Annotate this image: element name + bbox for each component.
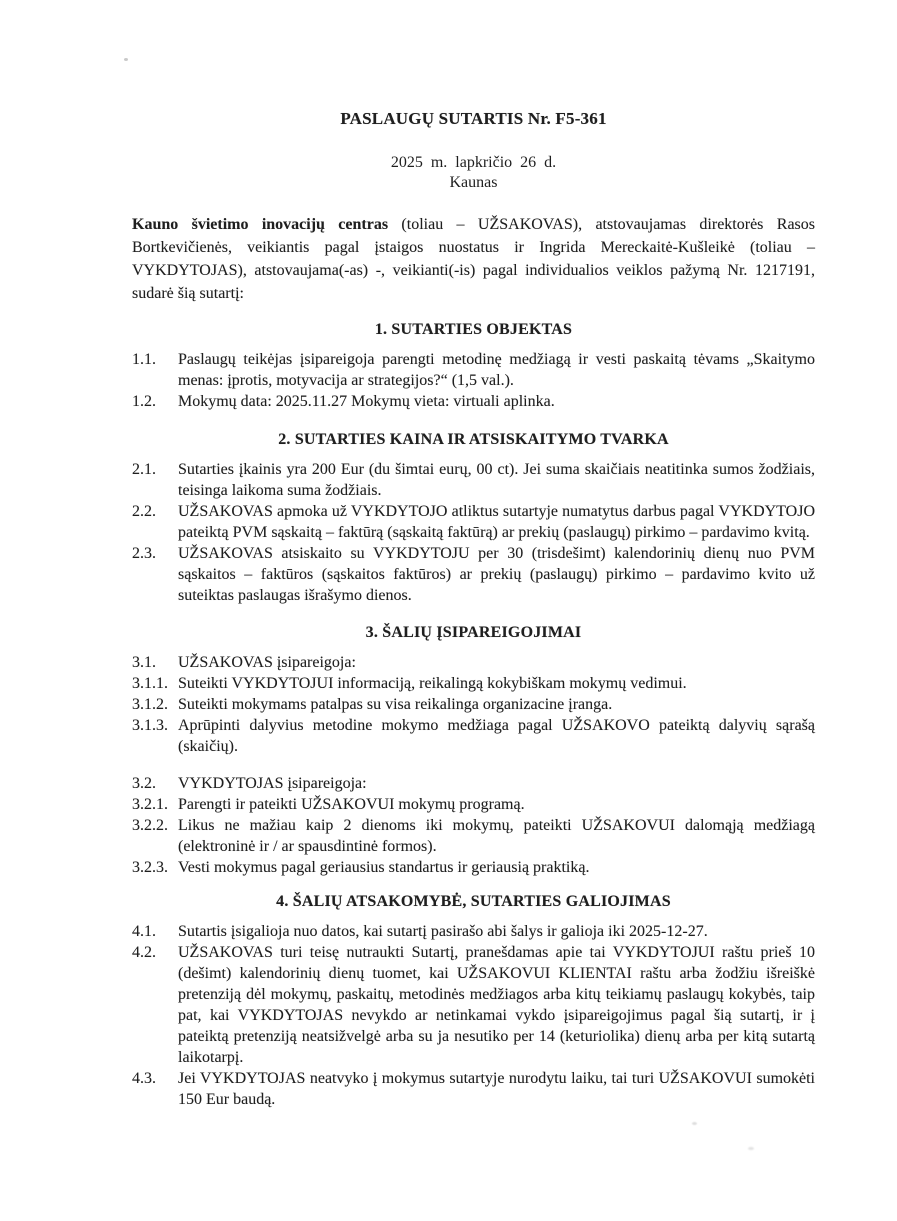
- clause-text: Suteikti mokymams patalpas su visa reikalinga organizacine įranga.: [178, 696, 613, 713]
- clause-3-1-3: [132, 715, 815, 757]
- clause-number: 3.2.: [132, 775, 156, 792]
- clause-text: Likus ne mažiau kaip 2 dienoms iki mokymų, pateikti UŽSAKOVUI dalomąją medžiagą (elektroninė ir / ar spausdintinė formos).: [178, 817, 815, 855]
- clause-number: 4.1.: [132, 923, 156, 940]
- clause-3-1-2: [132, 694, 815, 715]
- intro-paragraph: [132, 213, 815, 305]
- clause-text: UŽSAKOVAS atsiskaito su VYKDYTOJU per 30 (trisdešimt) kalendorinių dienų nuo PVM sąskaitos – faktūros (sąskaitos faktūros) ar prekių (paslaugų) pirkimo – pardavimo kvito už suteiktas paslaugas išrašymo dienos.: [178, 545, 815, 604]
- clause-text: Paslaugų teikėjas įsipareigoja parengti metodinę medžiagą ir vesti paskaitą tėvams „Skaitymo menas: įprotis, motyvacija ar strategijos?“ (1,5 val.).: [178, 351, 815, 389]
- clause-number: 1.1.: [132, 351, 156, 368]
- clause-4-1: [132, 921, 815, 942]
- scan-smudge: [748, 1147, 754, 1150]
- clause-number: 3.1.2.: [132, 696, 168, 713]
- clause-3-1: [132, 652, 815, 673]
- document-title: PASLAUGŲ SUTARTIS Nr. F5-361: [340, 109, 607, 128]
- scan-speck: [124, 58, 128, 61]
- clause-text: Suteikti VYKDYTOJUI informaciją, reikalingą kokybiškam mokymų vedimui.: [178, 675, 687, 692]
- clause-text: Parengti ir pateikti UŽSAKOVUI mokymų programą.: [178, 796, 525, 813]
- clause-number: 2.3.: [132, 545, 156, 562]
- clause-2-2: [132, 501, 815, 543]
- scan-smudge: [692, 1122, 697, 1125]
- clause-text: UŽSAKOVAS apmoka už VYKDYTOJO atliktus sutartyje numatytus darbus pagal VYKDYTOJO pateiktą PVM sąskaitą – faktūrą (sąskaitą faktūrą) ar prekių (paslaugų) pirkimo – pardavimo kvitą.: [178, 503, 815, 541]
- clause-3-2-1: [132, 794, 815, 815]
- clause-text: Vesti mokymus pagal geriausius standartus ir geriausią praktiką.: [178, 859, 590, 876]
- clause-number: 4.3.: [132, 1070, 156, 1087]
- intro-text: (toliau – UŽSAKOVAS), atstovaujamas direktorės Rasos Bortkevičienės, veikiantis pagal įstaigos nuostatus ir Ingrida Mereckaitė-Kušleikė (toliau – VYKDYTOJAS), atstovaujama(-as) -, veikianti(-is) pagal individualios veiklos pažymą Nr. 1217191, sudarė šią sutartį:: [132, 216, 815, 302]
- clause-number: 3.2.3.: [132, 859, 168, 876]
- clause-4-3: [132, 1068, 815, 1110]
- clause-1-1: [132, 349, 815, 391]
- clause-number: 3.2.1.: [132, 796, 168, 813]
- clause-2-1: [132, 459, 815, 501]
- document-place: Kaunas: [449, 174, 498, 191]
- clause-3-2-3: [132, 857, 815, 878]
- section-3-heading: 3. ŠALIŲ ĮSIPAREIGOJIMAI: [365, 624, 582, 641]
- clause-number: 3.2.2.: [132, 817, 168, 834]
- clause-number: 2.2.: [132, 503, 156, 520]
- clause-text: UŽSAKOVAS turi teisę nutraukti Sutartį, pranešdamas apie tai VYKDYTOJUI raštu prieš 10 (dešimt) kalendorinių dienų tuomet, kai UŽSAKOVUI KLIENTAI raštu arba žodžiu išreiškė pretenziją dėl mokymų, paskaitų, metodinės medžiagos arba kitų teikiamų paslaugų kokybės, taip pat, kai VYKDYTOJAS nevykdo ar netinkamai vykdo įsipareigojimus pagal šią sutartį, ir į pateiktą pretenziją neatsižvelgė arba su ja nesutiko per 14 (keturiolika) dienų arba per kitą sutartą laikotarpį.: [178, 944, 815, 1066]
- clause-3-1-1: [132, 673, 815, 694]
- clause-text: Jei VYKDYTOJAS neatvyko į mokymus sutartyje nurodytu laiku, tai turi UŽSAKOVUI sumokėti 150 Eur baudą.: [178, 1070, 815, 1108]
- clause-3-2: [132, 773, 815, 794]
- clause-2-3: [132, 543, 815, 606]
- date-block: [132, 153, 815, 193]
- clause-text: VYKDYTOJAS įsipareigoja:: [178, 775, 367, 792]
- clause-4-2: [132, 942, 815, 1068]
- clause-text: UŽSAKOVAS įsipareigoja:: [178, 654, 356, 671]
- section-1-heading: 1. SUTARTIES OBJEKTAS: [374, 321, 573, 338]
- clause-text: Aprūpinti dalyvius metodine mokymo medžiaga pagal UŽSAKOVO pateiktą dalyvių sąrašą (skaičių).: [178, 717, 815, 755]
- clause-number: 3.1.3.: [132, 717, 168, 734]
- section-2-heading: 2. SUTARTIES KAINA IR ATSISKAITYMO TVARKA: [278, 431, 669, 448]
- clause-text: Sutartis įsigalioja nuo datos, kai sutartį pasirašo abi šalys ir galioja iki 2025-12-27.: [178, 923, 708, 940]
- clause-number: 4.2.: [132, 944, 156, 961]
- clause-number: 3.1.: [132, 654, 156, 671]
- clause-number: 1.2.: [132, 393, 156, 410]
- party-name-bold: Kauno švietimo inovacijų centras: [132, 216, 389, 233]
- clause-3-2-2: [132, 815, 815, 857]
- clause-number: 2.1.: [132, 461, 156, 478]
- clause-number: 3.1.1.: [132, 675, 168, 692]
- section-4-heading: 4. ŠALIŲ ATSAKOMYBĖ, SUTARTIES GALIOJIMAS: [276, 893, 671, 910]
- document-body: [132, 108, 815, 1110]
- clause-text: Sutarties įkainis yra 200 Eur (du šimtai eurų, 00 ct). Jei suma skaičiais neatitinka sumos žodžiais, teisinga laikoma suma žodžiais.: [178, 461, 815, 499]
- document-date: 2025 m. lapkričio 26 d.: [390, 154, 557, 171]
- clause-text: Mokymų data: 2025.11.27 Mokymų vieta: virtuali aplinka.: [178, 393, 555, 410]
- clause-1-2: [132, 391, 815, 412]
